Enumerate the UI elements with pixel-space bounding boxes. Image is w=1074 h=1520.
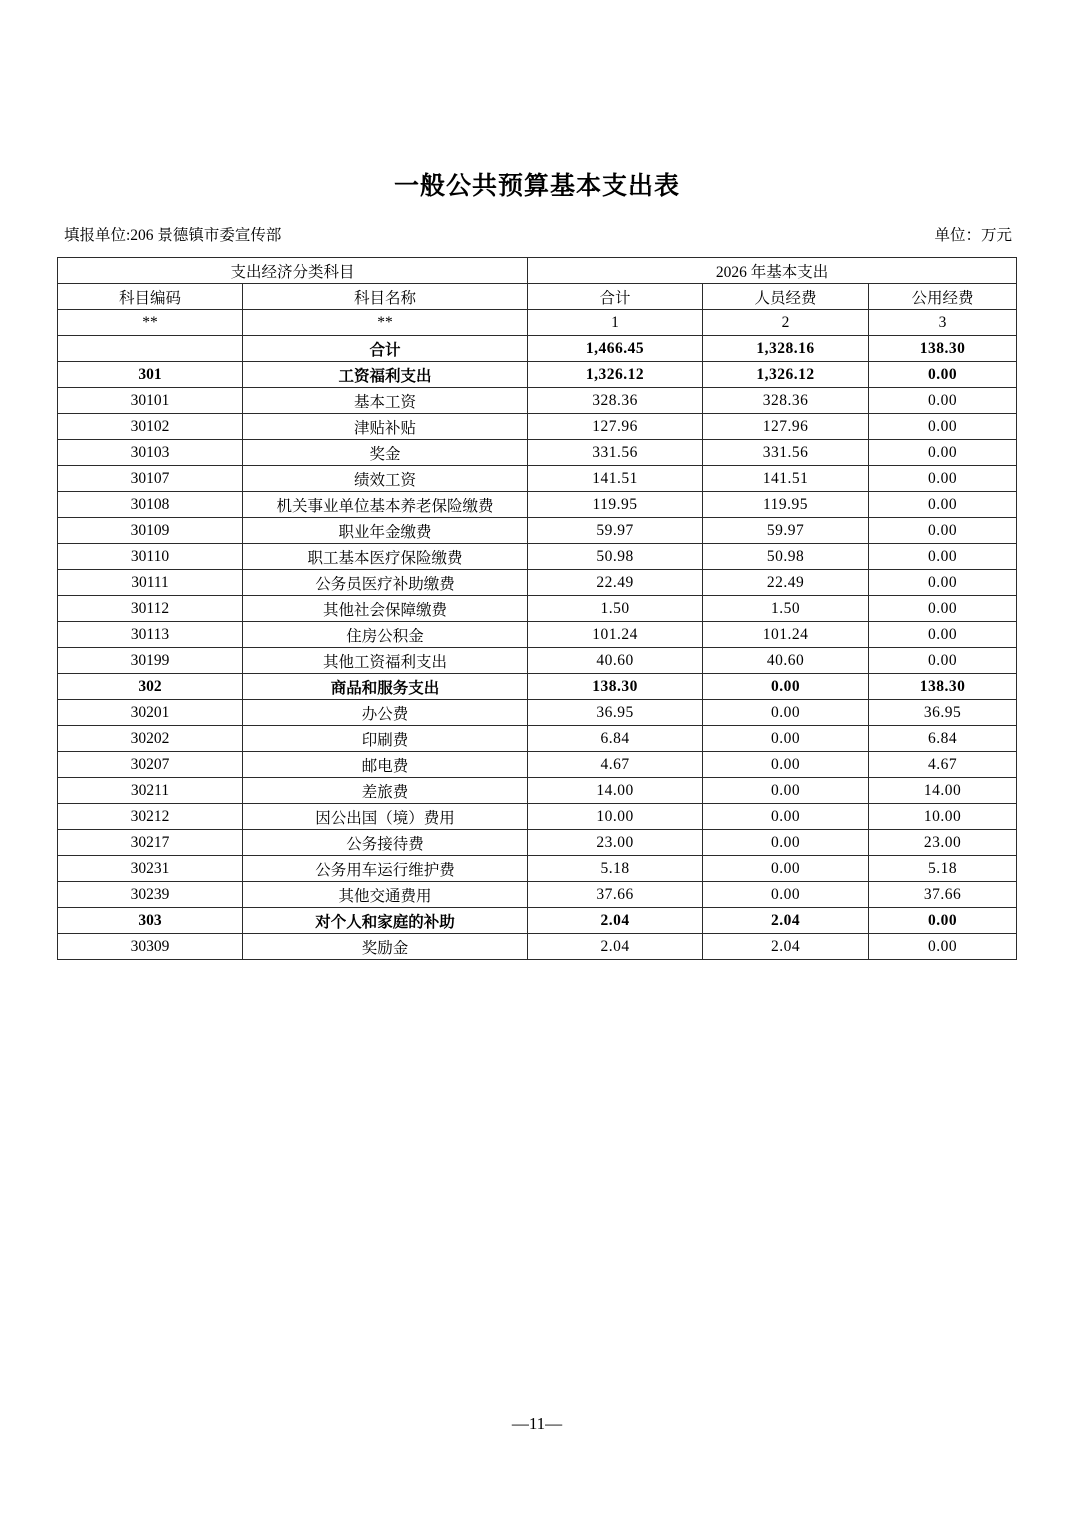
cell-total: 10.00 — [528, 804, 703, 830]
cell-personnel-funds: 59.97 — [703, 518, 869, 544]
table-row — [58, 830, 1017, 856]
header-columns-row — [58, 284, 1017, 310]
cell-public-funds: 0.00 — [869, 908, 1017, 934]
cell-subject-code: 30101 — [58, 388, 243, 414]
cell-total: 127.96 — [528, 414, 703, 440]
table-row — [58, 440, 1017, 466]
cell-subject-code: 30231 — [58, 856, 243, 882]
table-row — [58, 752, 1017, 778]
table-row — [58, 778, 1017, 804]
cell-public-funds: 23.00 — [869, 830, 1017, 856]
cell-total: 14.00 — [528, 778, 703, 804]
cell-subject-code: 303 — [58, 908, 243, 934]
cell-personnel-funds: 2.04 — [703, 908, 869, 934]
code-header-cell: 2 — [703, 310, 869, 336]
cell-subject-name: 津贴补贴 — [243, 414, 528, 440]
cell-subject-name: 职工基本医疗保险缴费 — [243, 544, 528, 570]
table-row — [58, 388, 1017, 414]
cell-total: 1,466.45 — [528, 336, 703, 362]
cell-personnel-funds: 1.50 — [703, 596, 869, 622]
cell-public-funds: 0.00 — [869, 544, 1017, 570]
cell-subject-code: 30112 — [58, 596, 243, 622]
cell-personnel-funds: 0.00 — [703, 830, 869, 856]
cell-total: 36.95 — [528, 700, 703, 726]
cell-personnel-funds: 2.04 — [703, 934, 869, 960]
table-row — [58, 596, 1017, 622]
cell-subject-name: 绩效工资 — [243, 466, 528, 492]
cell-subject-name: 邮电费 — [243, 752, 528, 778]
cell-public-funds: 0.00 — [869, 362, 1017, 388]
cell-subject-code — [58, 336, 243, 362]
table-row — [58, 336, 1017, 362]
cell-subject-name: 差旅费 — [243, 778, 528, 804]
table-row — [58, 804, 1017, 830]
cell-public-funds: 37.66 — [869, 882, 1017, 908]
cell-total: 2.04 — [528, 908, 703, 934]
page-number: —11— — [511, 1414, 563, 1433]
column-header-personnel-funds: 人员经费 — [703, 284, 869, 310]
cell-public-funds: 0.00 — [869, 622, 1017, 648]
cell-public-funds: 0.00 — [869, 492, 1017, 518]
column-header-total: 合计 — [528, 284, 703, 310]
cell-public-funds: 0.00 — [869, 466, 1017, 492]
cell-personnel-funds: 0.00 — [703, 882, 869, 908]
header-year-basic-expenditure: 2026 年基本支出 — [528, 258, 1017, 284]
cell-total: 5.18 — [528, 856, 703, 882]
column-header-subject-name: 科目名称 — [243, 284, 528, 310]
cell-public-funds: 36.95 — [869, 700, 1017, 726]
cell-personnel-funds: 0.00 — [703, 700, 869, 726]
column-header-public-funds: 公用经费 — [869, 284, 1017, 310]
table-row — [58, 908, 1017, 934]
cell-public-funds: 0.00 — [869, 388, 1017, 414]
cell-subject-name: 其他工资福利支出 — [243, 648, 528, 674]
table-row — [58, 882, 1017, 908]
cell-total: 4.67 — [528, 752, 703, 778]
cell-personnel-funds: 40.60 — [703, 648, 869, 674]
cell-personnel-funds: 0.00 — [703, 726, 869, 752]
cell-personnel-funds: 1,326.12 — [703, 362, 869, 388]
cell-subject-code: 30201 — [58, 700, 243, 726]
cell-subject-code: 30113 — [58, 622, 243, 648]
cell-subject-name: 机关事业单位基本养老保险缴费 — [243, 492, 528, 518]
cell-personnel-funds: 0.00 — [703, 804, 869, 830]
cell-subject-code: 30211 — [58, 778, 243, 804]
cell-personnel-funds: 127.96 — [703, 414, 869, 440]
cell-subject-code: 30108 — [58, 492, 243, 518]
cell-subject-name: 公务用车运行维护费 — [243, 856, 528, 882]
cell-personnel-funds: 0.00 — [703, 752, 869, 778]
cell-subject-code: 30111 — [58, 570, 243, 596]
cell-subject-name: 办公费 — [243, 700, 528, 726]
cell-total: 119.95 — [528, 492, 703, 518]
cell-public-funds: 0.00 — [869, 440, 1017, 466]
page-title: 一般公共预算基本支出表 — [393, 173, 680, 200]
cell-subject-code: 30217 — [58, 830, 243, 856]
cell-subject-code: 30109 — [58, 518, 243, 544]
table-row — [58, 570, 1017, 596]
table-row — [58, 674, 1017, 700]
table-row — [58, 648, 1017, 674]
cell-public-funds: 10.00 — [869, 804, 1017, 830]
unit-label: 单位：万元 — [934, 227, 1012, 244]
cell-personnel-funds: 0.00 — [703, 674, 869, 700]
cell-subject-name: 合计 — [243, 336, 528, 362]
cell-total: 1.50 — [528, 596, 703, 622]
cell-personnel-funds: 101.24 — [703, 622, 869, 648]
cell-total: 2.04 — [528, 934, 703, 960]
cell-subject-code: 30212 — [58, 804, 243, 830]
cell-personnel-funds: 119.95 — [703, 492, 869, 518]
cell-total: 37.66 — [528, 882, 703, 908]
cell-total: 50.98 — [528, 544, 703, 570]
cell-public-funds: 0.00 — [869, 570, 1017, 596]
cell-subject-name: 因公出国（境）费用 — [243, 804, 528, 830]
cell-total: 22.49 — [528, 570, 703, 596]
cell-subject-code: 30207 — [58, 752, 243, 778]
table-row — [58, 544, 1017, 570]
cell-subject-code: 30199 — [58, 648, 243, 674]
cell-total: 331.56 — [528, 440, 703, 466]
cell-public-funds: 14.00 — [869, 778, 1017, 804]
table-row — [58, 856, 1017, 882]
cell-personnel-funds: 1,328.16 — [703, 336, 869, 362]
cell-total: 23.00 — [528, 830, 703, 856]
cell-personnel-funds: 141.51 — [703, 466, 869, 492]
header-subject-classification: 支出经济分类科目 — [58, 258, 528, 284]
cell-public-funds: 0.00 — [869, 934, 1017, 960]
cell-subject-name: 工资福利支出 — [243, 362, 528, 388]
table-row — [58, 934, 1017, 960]
meta-row — [64, 223, 1012, 245]
cell-subject-name: 公务员医疗补助缴费 — [243, 570, 528, 596]
table-row — [58, 700, 1017, 726]
cell-public-funds: 4.67 — [869, 752, 1017, 778]
cell-personnel-funds: 331.56 — [703, 440, 869, 466]
cell-subject-name: 住房公积金 — [243, 622, 528, 648]
cell-subject-code: 30309 — [58, 934, 243, 960]
cell-subject-code: 30107 — [58, 466, 243, 492]
cell-subject-code: 30202 — [58, 726, 243, 752]
cell-subject-name: 对个人和家庭的补助 — [243, 908, 528, 934]
cell-public-funds: 0.00 — [869, 518, 1017, 544]
cell-total: 141.51 — [528, 466, 703, 492]
code-header-cell: ** — [58, 310, 243, 336]
cell-subject-name: 基本工资 — [243, 388, 528, 414]
cell-subject-name: 奖励金 — [243, 934, 528, 960]
cell-total: 328.36 — [528, 388, 703, 414]
cell-public-funds: 138.30 — [869, 674, 1017, 700]
table-row — [58, 726, 1017, 752]
code-header-cell: 3 — [869, 310, 1017, 336]
header-group-row — [58, 258, 1017, 284]
cell-personnel-funds: 328.36 — [703, 388, 869, 414]
basic-expenditure-table — [57, 257, 1017, 960]
cell-subject-code: 30239 — [58, 882, 243, 908]
table-row — [58, 492, 1017, 518]
cell-subject-code: 301 — [58, 362, 243, 388]
cell-total: 6.84 — [528, 726, 703, 752]
cell-personnel-funds: 22.49 — [703, 570, 869, 596]
cell-subject-code: 30103 — [58, 440, 243, 466]
cell-total: 1,326.12 — [528, 362, 703, 388]
cell-subject-name: 印刷费 — [243, 726, 528, 752]
cell-personnel-funds: 50.98 — [703, 544, 869, 570]
table-row — [58, 414, 1017, 440]
cell-public-funds: 138.30 — [869, 336, 1017, 362]
cell-subject-name: 奖金 — [243, 440, 528, 466]
cell-subject-code: 302 — [58, 674, 243, 700]
cell-personnel-funds: 0.00 — [703, 856, 869, 882]
cell-personnel-funds: 0.00 — [703, 778, 869, 804]
table-row — [58, 466, 1017, 492]
reporting-unit-label: 填报单位:206 景德镇市委宣传部 — [64, 227, 282, 244]
cell-total: 40.60 — [528, 648, 703, 674]
header-code-row — [58, 310, 1017, 336]
code-header-cell: 1 — [528, 310, 703, 336]
cell-subject-name: 商品和服务支出 — [243, 674, 528, 700]
cell-total: 138.30 — [528, 674, 703, 700]
cell-public-funds: 0.00 — [869, 596, 1017, 622]
table-row — [58, 622, 1017, 648]
cell-subject-code: 30102 — [58, 414, 243, 440]
table-row — [58, 362, 1017, 388]
cell-subject-name: 其他社会保障缴费 — [243, 596, 528, 622]
column-header-subject-code: 科目编码 — [58, 284, 243, 310]
cell-public-funds: 6.84 — [869, 726, 1017, 752]
cell-subject-name: 其他交通费用 — [243, 882, 528, 908]
cell-public-funds: 0.00 — [869, 414, 1017, 440]
cell-subject-name: 职业年金缴费 — [243, 518, 528, 544]
table-body — [58, 336, 1017, 960]
cell-subject-name: 公务接待费 — [243, 830, 528, 856]
cell-subject-code: 30110 — [58, 544, 243, 570]
table-row — [58, 518, 1017, 544]
cell-public-funds: 5.18 — [869, 856, 1017, 882]
cell-public-funds: 0.00 — [869, 648, 1017, 674]
code-header-cell: ** — [243, 310, 528, 336]
cell-total: 59.97 — [528, 518, 703, 544]
cell-total: 101.24 — [528, 622, 703, 648]
